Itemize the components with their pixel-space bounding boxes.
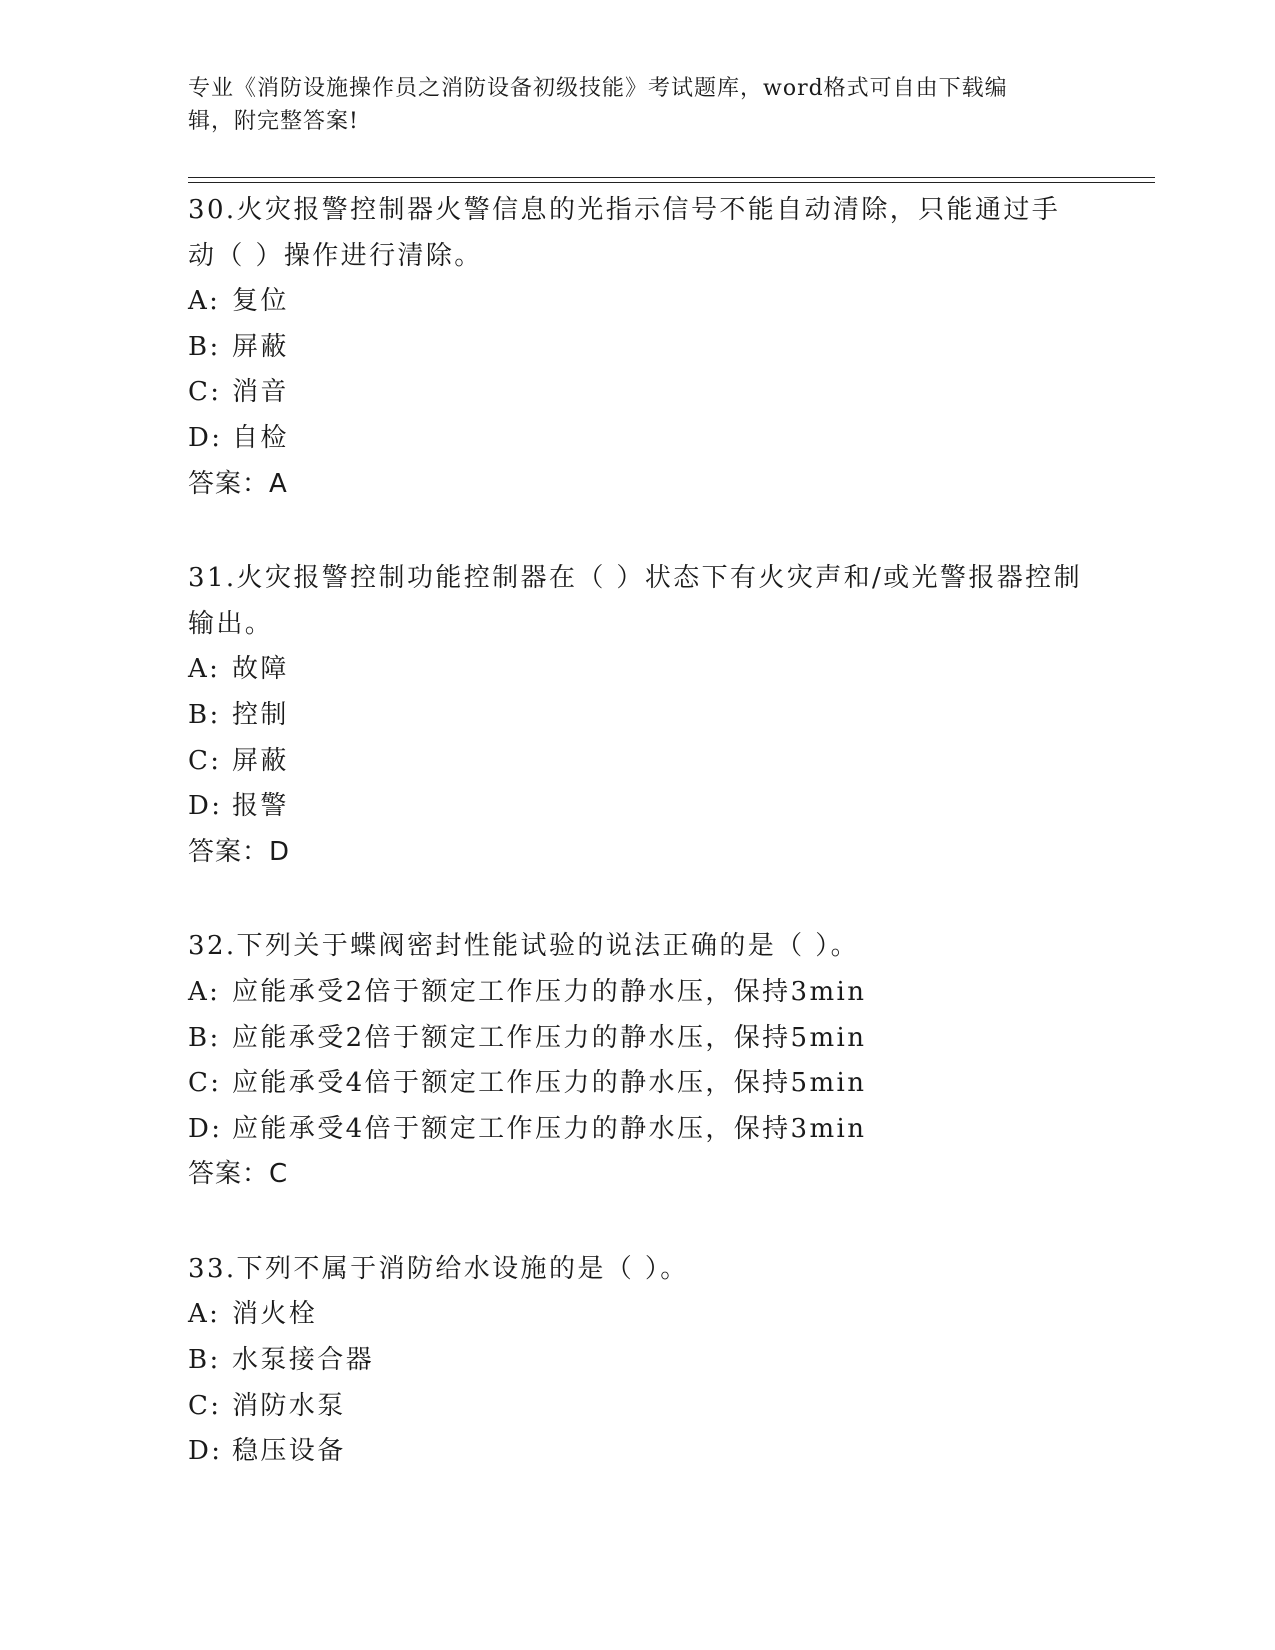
header-line-2: 辑，附完整答案! bbox=[188, 109, 359, 134]
answer-line: 答案：C bbox=[188, 1159, 289, 1190]
option-a bbox=[188, 647, 1088, 693]
question-list bbox=[188, 188, 1088, 1524]
option-text: 屏蔽 bbox=[232, 745, 289, 776]
question-33 bbox=[188, 1247, 1088, 1475]
question-30 bbox=[188, 188, 1088, 507]
question-text: 32.下列关于蝶阀密封性能试验的说法正确的是（ ）。 bbox=[188, 931, 860, 962]
option-d bbox=[188, 1429, 1088, 1475]
option-a bbox=[188, 279, 1088, 325]
option-d bbox=[188, 784, 1088, 830]
option-letter: B: bbox=[188, 699, 221, 730]
question-32 bbox=[188, 924, 1088, 1198]
option-letter: A: bbox=[188, 286, 221, 317]
option-c bbox=[188, 1384, 1088, 1430]
option-c bbox=[188, 370, 1088, 416]
option-letter: C: bbox=[188, 1390, 222, 1421]
option-d bbox=[188, 416, 1088, 462]
option-b bbox=[188, 693, 1088, 739]
question-31 bbox=[188, 556, 1088, 875]
option-letter: B: bbox=[188, 1345, 221, 1376]
option-letter: D: bbox=[188, 1436, 223, 1467]
option-letter: A: bbox=[188, 1299, 221, 1330]
answer-line: 答案：A bbox=[188, 468, 288, 499]
option-text: 消防水泵 bbox=[232, 1390, 346, 1421]
question-text: 30.火灾报警控制器火警信息的光指示信号不能自动清除，只能通过手动（ ）操作进行清除。 bbox=[188, 195, 1061, 271]
document-header bbox=[188, 72, 1068, 138]
option-c bbox=[188, 739, 1088, 785]
header-divider-top bbox=[188, 177, 1155, 178]
option-c bbox=[188, 1061, 1088, 1107]
option-text: 故障 bbox=[232, 654, 289, 685]
option-b bbox=[188, 325, 1088, 371]
header-divider-bottom bbox=[188, 182, 1155, 183]
option-b bbox=[188, 1016, 1088, 1062]
option-text: 消音 bbox=[232, 377, 289, 408]
option-a bbox=[188, 1292, 1088, 1338]
option-text: 屏蔽 bbox=[232, 331, 289, 362]
option-letter: B: bbox=[188, 1022, 221, 1053]
option-letter: B: bbox=[188, 331, 221, 362]
option-letter: D: bbox=[188, 422, 223, 453]
option-letter: D: bbox=[188, 791, 223, 822]
option-a bbox=[188, 970, 1088, 1016]
option-d bbox=[188, 1107, 1088, 1153]
option-text: 复位 bbox=[232, 286, 289, 317]
option-text: 报警 bbox=[232, 791, 289, 822]
option-letter: A: bbox=[188, 654, 221, 685]
option-text: 应能承受4倍于额定工作压力的静水压，保持5min bbox=[232, 1068, 867, 1099]
option-text: 稳压设备 bbox=[232, 1436, 346, 1467]
option-text: 应能承受4倍于额定工作压力的静水压，保持3min bbox=[232, 1113, 867, 1144]
option-text: 应能承受2倍于额定工作压力的静水压，保持3min bbox=[232, 976, 867, 1007]
option-letter: C: bbox=[188, 745, 222, 776]
option-letter: C: bbox=[188, 1068, 222, 1099]
answer-line: 答案：D bbox=[188, 836, 291, 867]
option-text: 控制 bbox=[232, 699, 289, 730]
option-text: 消火栓 bbox=[232, 1299, 318, 1330]
question-text: 31.火灾报警控制功能控制器在（ ）状态下有火灾声和/或光警报器控制输出。 bbox=[188, 563, 1082, 639]
option-letter: D: bbox=[188, 1113, 223, 1144]
option-text: 应能承受2倍于额定工作压力的静水压，保持5min bbox=[232, 1022, 867, 1053]
option-letter: A: bbox=[188, 976, 221, 1007]
option-b bbox=[188, 1338, 1088, 1384]
header-line-1: 专业《消防设施操作员之消防设备初级技能》考试题库，word格式可自由下载编 bbox=[188, 76, 1008, 101]
option-text: 水泵接合器 bbox=[232, 1345, 375, 1376]
option-text: 自检 bbox=[232, 422, 289, 453]
question-text: 33.下列不属于消防给水设施的是（ ）。 bbox=[188, 1253, 689, 1284]
option-letter: C: bbox=[188, 377, 222, 408]
